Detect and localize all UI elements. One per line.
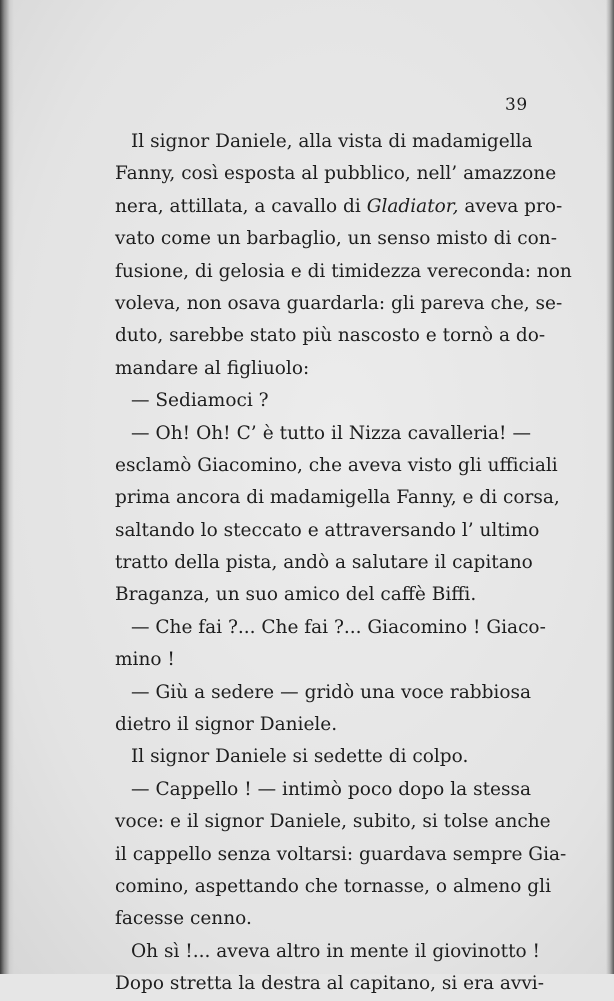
text-line: — Giù a sedere — gridò una voce rabbiosa bbox=[131, 681, 531, 703]
text-line: Oh sì !... aveva altro in mente il giovinotto ! bbox=[131, 940, 540, 962]
text-line: comino, aspettando che tornasse, o almeno gli bbox=[115, 875, 551, 897]
text-line: mandare al figliuolo: bbox=[115, 357, 310, 379]
text-line: dietro il signor Daniele. bbox=[115, 714, 338, 736]
italic-title: Gladiator, bbox=[366, 195, 459, 217]
text-line: Fanny, così esposta al pubblico, nell’ amazzone bbox=[115, 163, 557, 185]
text-line: Il signor Daniele si sedette di colpo. bbox=[131, 746, 469, 768]
text-line: — Oh! Oh! C’ è tutto il Nizza cavalleria! — bbox=[131, 422, 531, 444]
text-line: Dopo stretta la destra al capitano, si era avvi- bbox=[115, 973, 544, 995]
text-line: voce: e il signor Daniele, subito, si tolse anche bbox=[115, 811, 551, 833]
binding-shadow bbox=[0, 0, 14, 974]
body-text bbox=[115, 126, 572, 1001]
page-number: 39 bbox=[505, 95, 528, 115]
text-line: duto, sarebbe stato più nascosto e tornò a do- bbox=[115, 325, 546, 347]
text-segment: aveva pro- bbox=[458, 195, 563, 217]
text-line: Braganza, un suo amico del caffè Biffi. bbox=[115, 584, 477, 606]
text-segment: nera, attillata, a cavallo di bbox=[115, 195, 367, 217]
text-line: vato come un barbaglio, un senso misto di con- bbox=[115, 228, 557, 250]
text-line: prima ancora di madamigella Fanny, e di corsa, bbox=[115, 487, 560, 509]
text-line: voleva, non osava guardarla: gli pareva che, se- bbox=[115, 292, 563, 314]
text-line: mino ! bbox=[115, 649, 175, 671]
text-line: — Che fai ?... Che fai ?... Giacomino ! Giaco- bbox=[131, 616, 546, 638]
text-line: il cappello senza voltarsi: guardava sempre Gia- bbox=[115, 843, 567, 865]
text-line: esclamò Giacomino, che aveva visto gli ufficiali bbox=[115, 454, 558, 476]
text-line: facesse cenno. bbox=[115, 908, 252, 930]
text-line: Il signor Daniele, alla vista di madamigella bbox=[131, 131, 533, 152]
text-line: — Cappello ! — intimò poco dopo la stessa bbox=[131, 778, 531, 800]
text-line: — Sediamoci ? bbox=[131, 390, 269, 412]
text-line bbox=[115, 191, 563, 223]
text-line: saltando lo steccato e attraversando l’ ultimo bbox=[115, 519, 540, 541]
page-edge-shadow bbox=[606, 0, 614, 974]
text-line: tratto della pista, andò a salutare il capitano bbox=[115, 552, 533, 574]
text-line: fusione, di gelosia e di timidezza vereconda: non bbox=[115, 260, 572, 282]
